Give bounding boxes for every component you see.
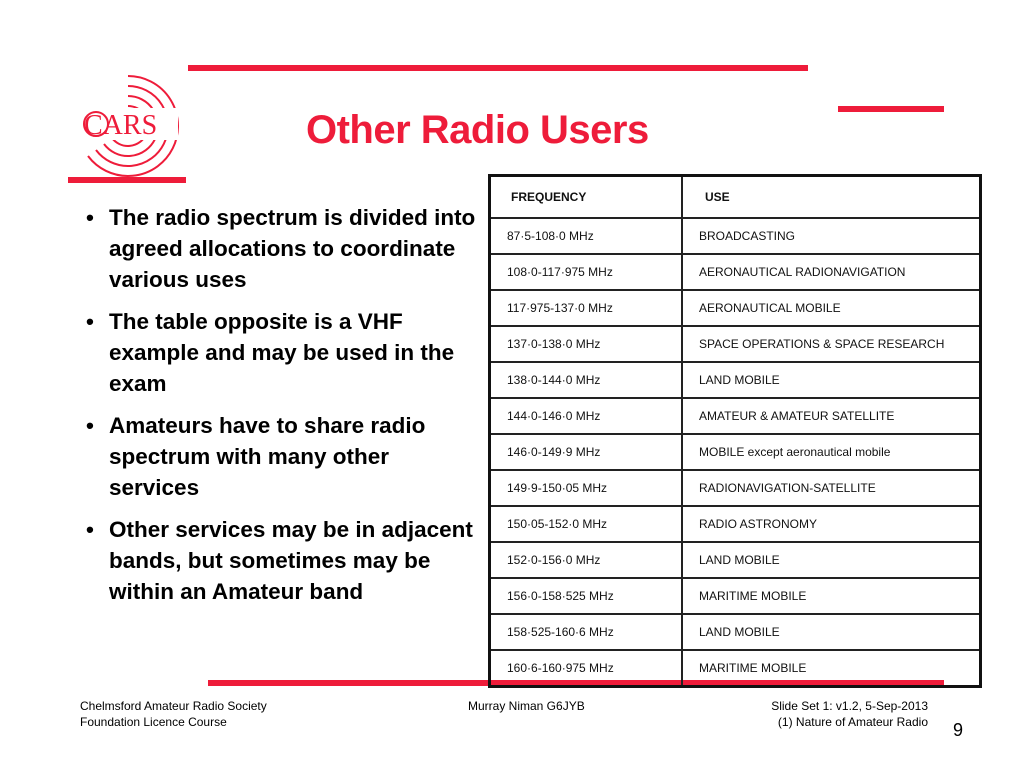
table-row (490, 362, 981, 398)
bullet-list (86, 202, 476, 618)
footer-right (771, 698, 928, 730)
footer-author: Murray Niman G6JYB (468, 699, 585, 713)
footer-left (80, 698, 267, 730)
use-cell: SPACE OPERATIONS & SPACE RESEARCH (682, 326, 981, 362)
use-cell: AERONAUTICAL RADIONAVIGATION (682, 254, 981, 290)
table-row (490, 290, 981, 326)
bullet-item: • Other services may be in adjacent bands, but sometimes may be within an Amateur band (86, 514, 476, 607)
table-row (490, 542, 981, 578)
use-cell: LAND MOBILE (682, 362, 981, 398)
bullet-item: • The radio spectrum is divided into agreed allocations to coordinate various uses (86, 202, 476, 295)
frequency-cell: 158·525-160·6 MHz (490, 614, 683, 650)
frequency-cell: 117·975-137·0 MHz (490, 290, 683, 326)
frequency-cell: 137·0-138·0 MHz (490, 326, 683, 362)
use-cell: LAND MOBILE (682, 542, 981, 578)
table-row (490, 614, 981, 650)
header-frequency: FREQUENCY (490, 176, 683, 219)
table-row (490, 254, 981, 290)
use-cell: MOBILE except aeronautical mobile (682, 434, 981, 470)
footer-section: (1) Nature of Amateur Radio (777, 715, 928, 729)
frequency-cell: 160·6-160·975 MHz (490, 650, 683, 687)
frequency-cell: 146·0-149·9 MHz (490, 434, 683, 470)
footer-slide-set: Slide Set 1: v1.2, 5-Sep-2013 (771, 699, 928, 713)
logo-text: CARS (84, 110, 158, 141)
frequency-allocation-table (488, 174, 982, 688)
frequency-cell: 150·05-152·0 MHz (490, 506, 683, 542)
top-rule (188, 65, 808, 71)
header-use: USE (682, 176, 981, 219)
use-cell: LAND MOBILE (682, 614, 981, 650)
frequency-cell: 87·5-108·0 MHz (490, 218, 683, 254)
use-cell: MARITIME MOBILE (682, 650, 981, 687)
bullet-item: • Amateurs have to share radio spectrum with many other services (86, 410, 476, 503)
use-cell: RADIONAVIGATION-SATELLITE (682, 470, 981, 506)
right-short-rule (838, 106, 944, 112)
footer-course: Foundation Licence Course (80, 715, 227, 729)
table-header-row (490, 176, 981, 219)
table-row (490, 470, 981, 506)
table-row (490, 578, 981, 614)
use-cell: BROADCASTING (682, 218, 981, 254)
use-cell: AERONAUTICAL MOBILE (682, 290, 981, 326)
use-cell: MARITIME MOBILE (682, 578, 981, 614)
table-row (490, 326, 981, 362)
slide-title: Other Radio Users (306, 108, 649, 152)
frequency-cell: 108·0-117·975 MHz (490, 254, 683, 290)
use-cell: RADIO ASTRONOMY (682, 506, 981, 542)
cars-logo (70, 68, 186, 184)
frequency-cell: 156·0-158·525 MHz (490, 578, 683, 614)
bullet-item: • The table opposite is a VHF example and may be used in the exam (86, 306, 476, 399)
page-number: 9 (953, 720, 964, 740)
table-row (490, 506, 981, 542)
table-row (490, 650, 981, 687)
frequency-cell: 144·0-146·0 MHz (490, 398, 683, 434)
use-cell: AMATEUR & AMATEUR SATELLITE (682, 398, 981, 434)
frequency-cell: 152·0-156·0 MHz (490, 542, 683, 578)
frequency-cell: 149·9-150·05 MHz (490, 470, 683, 506)
table-row (490, 218, 981, 254)
table-row (490, 398, 981, 434)
table-row (490, 434, 981, 470)
frequency-cell: 138·0-144·0 MHz (490, 362, 683, 398)
table-body (490, 218, 981, 687)
footer-society: Chelmsford Amateur Radio Society (80, 699, 267, 713)
